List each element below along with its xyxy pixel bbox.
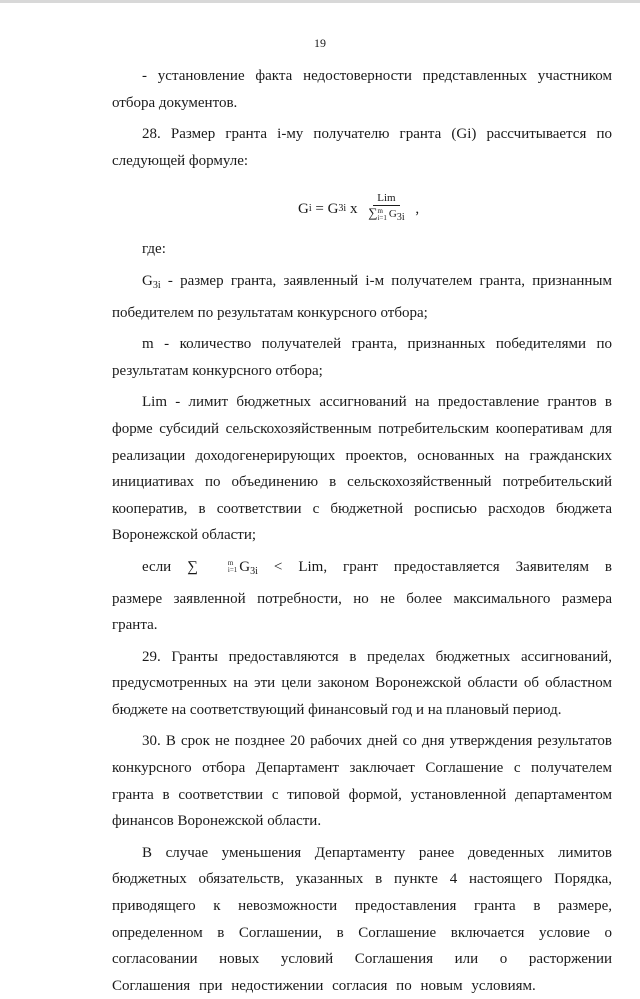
definition-m (112, 331, 612, 384)
paragraph-29: 29. Гранты предоставляются в пределах бюджетных ассигнований, предусмотренных на эти цели законом Воронежской области об областном бюджете на соответствующий финансовый год и на плановый период. (112, 648, 612, 718)
condition-lead: если (142, 558, 188, 575)
definition-lim (112, 389, 612, 549)
where-label: где: (142, 241, 166, 258)
formula-times: х (349, 200, 358, 217)
formula-sum-upper: m (377, 206, 383, 215)
grant-formula (112, 174, 612, 236)
formula-expression (298, 192, 419, 225)
definition-g3i (112, 268, 612, 326)
formula-denominator (364, 206, 408, 225)
condition-term-sub: 3i (250, 565, 258, 577)
formula-lhs-sub: i (308, 202, 312, 214)
definition-text: - размер гранта, заявленный i-м получателем гранта, признанным победителем по результатам конкурсного отбора; (112, 272, 612, 321)
definition-term: G (142, 272, 153, 289)
paragraph-bullet-documents: - установление факта недостоверности представленных участником отбора документов. (112, 68, 612, 111)
condition-sum-lower: i=1 (227, 566, 238, 575)
condition-paragraph (112, 554, 612, 639)
condition-tail: < Lim, грант предоставляется Заявителям в размере заявленной потребности, но не более максимального размера гранта. (112, 558, 612, 634)
paragraph-30: 30. В срок не позднее 20 рабочих дней со дня утверждения результатов конкурсного отбора Департамент заключает Соглашение с получателем гранта в соответствии с типовой формой, установленной департаментом финансов Воронежской области. (112, 733, 612, 830)
definition-term: Lim (142, 394, 167, 411)
formula-lhs: G (298, 200, 309, 217)
definition-text: - лимит бюджетных ассигнований на предоставление грантов в форме субсидий сельскохозяйственным потребительским кооперативам для реализации доходогенерирующих проектов, основанных на гражданских инициативах по объединению в сельскохозяйственный потребительский кооператив, в соответствии с бюджетной росписью расходов бюджета Воронежской области; (112, 394, 612, 544)
paragraph-28: 28. Размер гранта i-му получателю гранта (Gi) рассчитывается по следующей формуле: (112, 126, 612, 169)
condition-sum-sign: ∑ (187, 558, 198, 575)
formula-eq: = G (315, 200, 339, 217)
definition-term: m (142, 336, 154, 353)
page-number: 19 (314, 36, 326, 50)
formula-sum-limits (377, 208, 386, 222)
condition-sum-limits (198, 560, 237, 574)
formula-numerator: Lim (373, 192, 399, 206)
formula-trailing-comma: , (415, 200, 420, 217)
formula-fraction (364, 192, 408, 225)
formula-sum-lower: i=1 (377, 213, 387, 222)
document-body (112, 63, 612, 999)
condition-sum-upper: m (227, 559, 234, 568)
condition-term: G (239, 558, 251, 575)
paragraph-limits-reduction: В случае уменьшения Департаменту ранее доведенных лимитов бюджетных обязательств, указанных в пункте 4 настоящего Порядка, приводящего к невозможности предоставления гранта в размере, определенном в Соглашении, в Соглашение включается условие о согласовании новых условий Соглашения или о расторжении Соглашения при недостижении согласия по новым условиям. (112, 844, 612, 994)
page-top-edge (0, 0, 640, 3)
formula-den-term: G (388, 208, 397, 221)
definition-text: - количество получателей гранта, признанных победителями по результатам конкурсного отбора; (112, 336, 612, 379)
formula-sum-sign: ∑ (368, 205, 378, 221)
definition-term-sub: 3i (152, 279, 161, 291)
formula-g3i-sub: 3i (338, 202, 347, 214)
formula-den-sub: 3i (396, 212, 405, 224)
